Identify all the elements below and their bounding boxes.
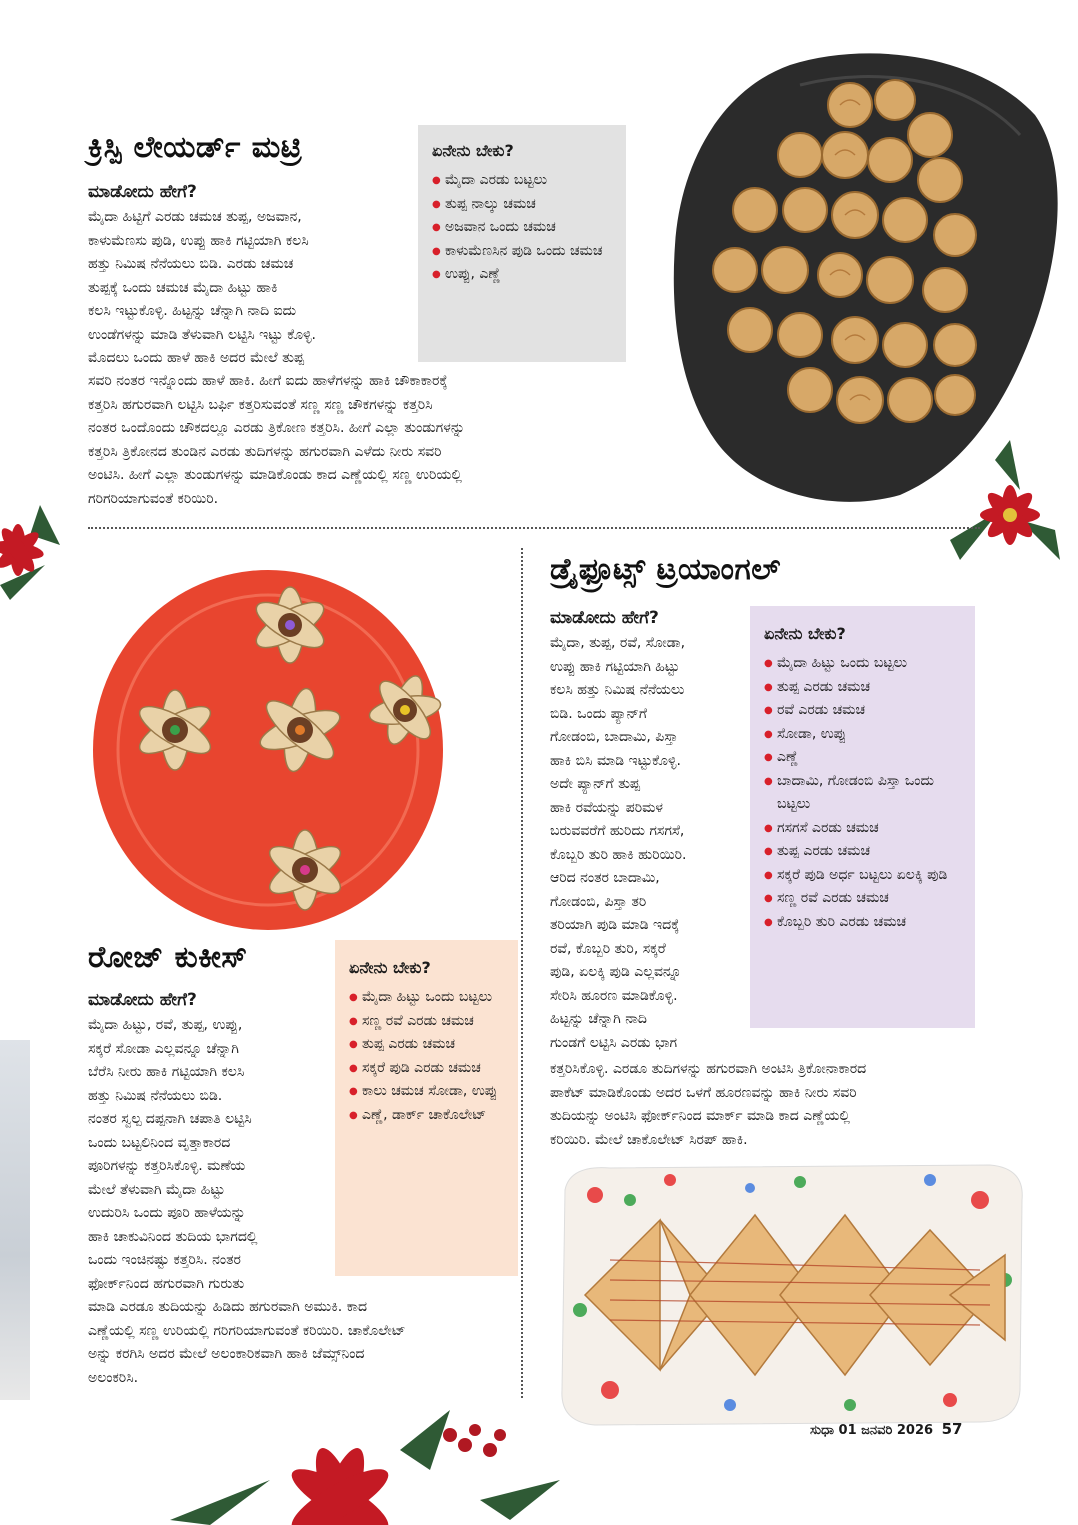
ingredients-title: ಏನೇನು ಬೇಕು?	[349, 958, 431, 977]
ingredient-item: ● ಮೈದಾ ಹಿಟ್ಟು ಒಂದು ಬಟ್ಟಲು	[349, 986, 504, 1010]
text-line: ಪೂರಿಗಳನ್ನು ಕತ್ತರಿಸಿಕೊಳ್ಳಿ. ಮಣೆಯ	[88, 1158, 246, 1174]
recipe3-method-heading: ಮಾಡೋದು ಹೇಗೆ?	[88, 990, 197, 1010]
text-line: ಮೈದಾ ಹಿಟ್ಟು, ರವೆ, ತುಪ್ಪ, ಉಪ್ಪು,	[88, 1017, 243, 1033]
text-line: ರವೆ, ಕೊಬ್ಬರಿ ತುರಿ, ಸಕ್ಕರೆ	[550, 940, 666, 957]
recipe1-method-wide	[88, 370, 648, 511]
recipe2-method-heading: ಮಾಡೋದು ಹೇಗೆ?	[550, 608, 659, 628]
ingredient-item: ● ತುಪ್ಪ ಎರಡು ಚಮಚ	[349, 1033, 504, 1057]
ingredient-item: ● ರವೆ ಎರಡು ಚಮಚ	[764, 699, 961, 723]
recipe2-method-narrow	[550, 632, 745, 1055]
column-divider-vertical	[521, 548, 523, 1398]
ingredient-item: ● ಮೈದಾ ಎರಡು ಬಟ್ಟಲು	[432, 169, 612, 193]
recipe2-title: ಡ್ರೈಫ್ರೂಟ್ಸ್ ಟ್ರಯಾಂಗಲ್	[550, 552, 781, 587]
text-line: ಅನ್ನು ಕರಗಿಸಿ ಅದರ ಮೇಲೆ ಅಲಂಕಾರಿಕವಾಗಿ ಹಾಕಿ ಜೆಮ್ಸ್‌ನಿಂದ	[88, 1346, 365, 1362]
poinsettia-decoration-bottom	[150, 1390, 570, 1525]
text-line: ತರಿಯಾಗಿ ಪುಡಿ ಮಾಡಿ ಇದಕ್ಕೆ	[550, 917, 680, 933]
recipe3-method-wide	[88, 1296, 518, 1390]
text-line: ಗರಿಗರಿಯಾಗುವಂತೆ ಕರಿಯಿರಿ.	[88, 490, 219, 507]
text-line: ಒಂದು ಇಂಚಿನಷ್ಟು ಕತ್ತರಿಸಿ. ನಂತರ	[88, 1252, 241, 1268]
page-footer	[810, 1420, 962, 1438]
ingredient-item: ● ಸಕ್ಕರೆ ಪುಡಿ ಅರ್ಧ ಬಟ್ಟಲು ಏಲಕ್ಕಿ ಪುಡಿ	[764, 864, 961, 888]
text-line: ಮೇಲೆ ತೆಳುವಾಗಿ ಮೈದಾ ಹಿಟ್ಟು	[88, 1181, 225, 1198]
text-line: ಅಲಂಕರಿಸಿ.	[88, 1369, 139, 1386]
text-line: ಉದುರಿಸಿ ಒಂದು ಪೂರಿ ಹಾಳೆಯನ್ನು	[88, 1205, 246, 1221]
text-line: ಕೊಬ್ಬರಿ ತುರಿ ಹಾಕಿ ಹುರಿಯಿರಿ.	[550, 846, 687, 863]
ingredient-item: ● ಗಸಗಸೆ ಎರಡು ಚಮಚ	[764, 817, 961, 841]
text-line: ಅದೇ ಪ್ಯಾನ್‌ಗೆ ತುಪ್ಪ	[550, 776, 640, 792]
text-line: ಸವರಿ ನಂತರ ಇನ್ನೊಂದು ಹಾಳೆ ಹಾಕಿ. ಹೀಗೆ ಐದು ಹಾಳೆಗಳನ್ನು ಹಾಕಿ ಚೌಕಾಕಾರಕ್ಕೆ	[88, 373, 448, 389]
text-line: ನಂತರ ಸ್ವಲ್ಪ ದಪ್ಪನಾಗಿ ಚಪಾತಿ ಲಟ್ಟಿಸಿ	[88, 1111, 252, 1127]
ingredient-item: ● ಮೈದಾ ಹಿಟ್ಟು ಒಂದು ಬಟ್ಟಲು	[764, 652, 961, 676]
recipe1-method-heading: ಮಾಡೋದು ಹೇಗೆ?	[88, 182, 197, 202]
text-line: ಸಕ್ಕರೆ ಸೋಡಾ ಎಲ್ಲವನ್ನೂ ಚೆನ್ನಾಗಿ	[88, 1040, 239, 1057]
text-line: ಎಣ್ಣೆಯಲ್ಲಿ ಸಣ್ಣ ಉರಿಯಲ್ಲಿ ಗರಿಗರಿಯಾಗುವಂತೆ ಕರಿಯಿರಿ. ಚಾಕೊಲೇಟ್	[88, 1322, 406, 1339]
ingredient-item: ● ಅಜವಾನ ಒಂದು ಚಮಚ	[432, 216, 612, 240]
ingredient-item: ● ಸಣ್ಣ ರವೆ ಎರಡು ಚಮಚ	[349, 1010, 504, 1034]
footer-publication: ಸುಧಾ 01 ಜನವರಿ 2026	[810, 1423, 934, 1438]
ingredient-item: ● ಬಾದಾಮಿ, ಗೋಡಂಬಿ ಪಿಸ್ತಾ ಒಂದು ಬಟ್ಟಲು	[764, 770, 961, 817]
ingredient-item: ● ಸೋಡಾ, ಉಪ್ಪು	[764, 723, 961, 747]
ingredient-item: ● ಎಣ್ಣೆ, ಡಾರ್ಕ್ ಚಾಕೊಲೇಟ್	[349, 1104, 504, 1128]
text-line: ಗೋಡಂಬಿ, ಪಿಸ್ತಾ ತರಿ	[550, 893, 647, 910]
text-line: ಉಂಡೆಗಳನ್ನು ಮಾಡಿ ತೆಳುವಾಗಿ ಲಟ್ಟಿಸಿ ಇಟ್ಟು ಕೊಳ್ಳಿ.	[88, 326, 317, 343]
text-line: ಹತ್ತು ನಿಮಿಷ ನೆನೆಯಲು ಬಿಡಿ. ಎರಡು ಚಮಚ	[88, 256, 294, 272]
text-line: ತುದಿಯನ್ನು ಅಂಟಿಸಿ ಫೋರ್ಕ್‌ನಿಂದ ಮಾರ್ಕ್ ಮಾಡಿ ಕಾದ ಎಣ್ಣೆಯಲ್ಲಿ	[550, 1108, 850, 1124]
text-line: ಒಂದು ಬಟ್ಟಲಿನಿಂದ ವೃತ್ತಾಕಾರದ	[88, 1134, 231, 1151]
ingredient-item: ● ಉಪ್ಪು, ಎಣ್ಣೆ	[432, 263, 612, 287]
text-line: ಹಾಕಿ ರವೆಯನ್ನು ಪರಿಮಳ	[550, 799, 664, 816]
page-number: 57	[941, 1420, 963, 1438]
ingredient-item: ● ತುಪ್ಪ ಎರಡು ಚಮಚ	[764, 840, 961, 864]
edge-photo-strip	[0, 1040, 30, 1400]
recipe1-ingredients-box	[418, 125, 626, 362]
ingredient-item: ● ಸಕ್ಕರೆ ಪುಡಿ ಎರಡು ಚಮಚ	[349, 1057, 504, 1081]
text-line: ಫೋರ್ಕ್‌ನಿಂದ ಹಗುರವಾಗಿ ಗುರುತು	[88, 1275, 245, 1292]
text-line: ಕರಿಯಿರಿ. ಮೇಲೆ ಚಾಕೊಲೇಟ್ ಸಿರಪ್ ಹಾಕಿ.	[550, 1131, 748, 1148]
text-line: ಕಲಸಿ ಇಟ್ಟುಕೊಳ್ಳಿ. ಹಿಟ್ಟನ್ನು ಚೆನ್ನಾಗಿ ನಾದಿ ಐದು	[88, 303, 297, 319]
text-line: ಬೆರೆಸಿ ನೀರು ಹಾಕಿ ಗಟ್ಟಿಯಾಗಿ ಕಲಸಿ	[88, 1064, 245, 1080]
text-line: ಮೈದಾ ಹಿಟ್ಟಿಗೆ ಎರಡು ಚಮಚ ತುಪ್ಪ, ಅಜವಾನ,	[88, 209, 302, 225]
text-line: ಮಾಡಿ ಎರಡೂ ತುದಿಯನ್ನು ಹಿಡಿದು ಹಗುರವಾಗಿ ಅಮುಕಿ. ಕಾದ	[88, 1299, 367, 1315]
ingredients-title: ಏನೇನು ಬೇಕು?	[764, 624, 846, 643]
section-divider-horizontal	[88, 527, 980, 529]
recipe3-ingredients-box	[335, 940, 518, 1276]
text-line: ಹಾಕಿ ಬಿಸಿ ಮಾಡಿ ಇಟ್ಟುಕೊಳ್ಳಿ.	[550, 752, 681, 769]
text-line: ಮೈದಾ, ತುಪ್ಪ, ರವೆ, ಸೋಡಾ,	[550, 635, 686, 651]
text-line: ಹತ್ತು ನಿಮಿಷ ನೆನೆಯಲು ಬಿಡಿ.	[88, 1087, 223, 1104]
recipe1-method-narrow	[88, 206, 418, 371]
text-line: ಉಪ್ಪು ಹಾಕಿ ಗಟ್ಟಿಯಾಗಿ ಹಿಟ್ಟು	[550, 658, 680, 675]
text-line: ಹಿಟ್ಟನ್ನು ಚೆನ್ನಾಗಿ ನಾದಿ	[550, 1011, 647, 1027]
rose-cookies-photo	[90, 555, 450, 940]
recipe2-ingredients-box	[750, 606, 975, 1028]
text-line: ಹಾಕಿ ಚಾಕುವಿನಿಂದ ತುದಿಯ ಭಾಗದಲ್ಲಿ	[88, 1228, 258, 1245]
text-line: ಕತ್ತರಿಸಿ ಹಗುರವಾಗಿ ಲಟ್ಟಿಸಿ ಬರ್ಫಿ ಕತ್ತರಿಸುವಂತೆ ಸಣ್ಣ ಸಣ್ಣ ಚೌಕಗಳನ್ನು ಕತ್ತರಿಸಿ	[88, 396, 433, 413]
text-line: ಕತ್ತರಿಸಿ ತ್ರಿಕೋನದ ತುಂಡಿನ ಎರಡು ತುದಿಗಳನ್ನು ಹಗುರವಾಗಿ ಎಳೆದು ನೀರು ಸವರಿ	[88, 443, 442, 460]
text-line: ನಂತರ ಒಂದೊಂದು ಚೌಕದಲ್ಲೂ ಎರಡು ತ್ರಿಕೋಣ ಕತ್ತರಿಸಿ. ಹೀಗೆ ಎಲ್ಲಾ ತುಂಡುಗಳನ್ನು	[88, 420, 465, 436]
ingredient-item: ● ಎಣ್ಣೆ	[764, 746, 961, 770]
text-line: ಅಂಟಿಸಿ. ಹೀಗೆ ಎಲ್ಲಾ ತುಂಡುಗಳನ್ನು ಮಾಡಿಕೊಂಡು ಕಾದ ಎಣ್ಣೆಯಲ್ಲಿ ಸಣ್ಣ ಉರಿಯಲ್ಲಿ	[88, 467, 462, 483]
text-line: ಕಲಸಿ ಹತ್ತು ನಿಮಿಷ ನೆನೆಯಲು	[550, 682, 685, 698]
recipe3-title: ರೋಜ್ ಕುಕೀಸ್	[88, 940, 248, 975]
ingredient-item: ● ಕೊಬ್ಬರಿ ತುರಿ ಎರಡು ಚಮಚ	[764, 911, 961, 935]
text-line: ಬರುವವರೆಗೆ ಹುರಿದು ಗಸಗಸೆ,	[550, 823, 685, 839]
recipe2-method-wide	[550, 1058, 990, 1152]
ingredient-item: ● ಸಣ್ಣ ರವೆ ಎರಡು ಚಮಚ	[764, 887, 961, 911]
ingredients-title: ಏನೇನು ಬೇಕು?	[432, 141, 514, 160]
text-line: ಆರಿದ ನಂತರ ಬಾದಾಮಿ,	[550, 870, 660, 886]
recipe3-method-narrow	[88, 1014, 328, 1296]
ingredient-item: ● ತುಪ್ಪ ಎರಡು ಚಮಚ	[764, 676, 961, 700]
poinsettia-decoration-left	[0, 495, 70, 605]
text-line: ಕಾಳುಮೆಣಸು ಪುಡಿ, ಉಪ್ಪು ಹಾಕಿ ಗಟ್ಟಿಯಾಗಿ ಕಲಸಿ	[88, 232, 309, 249]
text-line: ಸೇರಿಸಿ ಹೂರಣ ಮಾಡಿಕೊಳ್ಳಿ.	[550, 987, 678, 1004]
ingredient-item: ● ಕಾಲು ಚಮಚ ಸೋಡಾ, ಉಪ್ಪು	[349, 1080, 504, 1104]
ingredient-item: ● ಕಾಳುಮೆಣಸಿನ ಪುಡಿ ಒಂದು ಚಮಚ	[432, 240, 612, 264]
ingredient-item: ● ತುಪ್ಪ ನಾಲ್ಕು ಚಮಚ	[432, 193, 612, 217]
dryfruit-triangles-photo	[550, 1160, 1030, 1430]
text-line: ಪಾಕೆಟ್ ಮಾಡಿಕೊಂಡು ಅದರ ಒಳಗೆ ಹೂರಣವನ್ನು ಹಾಕಿ ನೀರು ಸವರಿ	[550, 1084, 857, 1101]
text-line: ಬಿಡಿ. ಒಂದು ಪ್ಯಾನ್‌ಗೆ	[550, 705, 647, 722]
poinsettia-decoration-right	[940, 430, 1070, 580]
text-line: ಗುಂಡಗೆ ಲಟ್ಟಿಸಿ ಎರಡು ಭಾಗ	[550, 1034, 678, 1051]
text-line: ಕತ್ತರಿಸಿಕೊಳ್ಳಿ. ಎರಡೂ ತುದಿಗಳನ್ನು ಹಗುರವಾಗಿ ಅಂಟಿಸಿ ತ್ರಿಕೋನಾಕಾರದ	[550, 1061, 867, 1077]
text-line: ಮೊದಲು ಒಂದು ಹಾಳೆ ಹಾಕಿ ಅದರ ಮೇಲೆ ತುಪ್ಪ	[88, 350, 304, 366]
recipe1-title: ಕ್ರಿಸ್ಪಿ ಲೇಯರ್ಡ್ ಮಟ್ರಿ	[88, 130, 303, 165]
text-line: ಗೋಡಂಬಿ, ಬಾದಾಮಿ, ಪಿಸ್ತಾ	[550, 729, 678, 745]
text-line: ಪುಡಿ, ಏಲಕ್ಕಿ ಪುಡಿ ಎಲ್ಲವನ್ನೂ	[550, 964, 682, 980]
text-line: ತುಪ್ಪಕ್ಕೆ ಒಂದು ಚಮಚ ಮೈದಾ ಹಿಟ್ಟು ಹಾಕಿ	[88, 279, 278, 296]
